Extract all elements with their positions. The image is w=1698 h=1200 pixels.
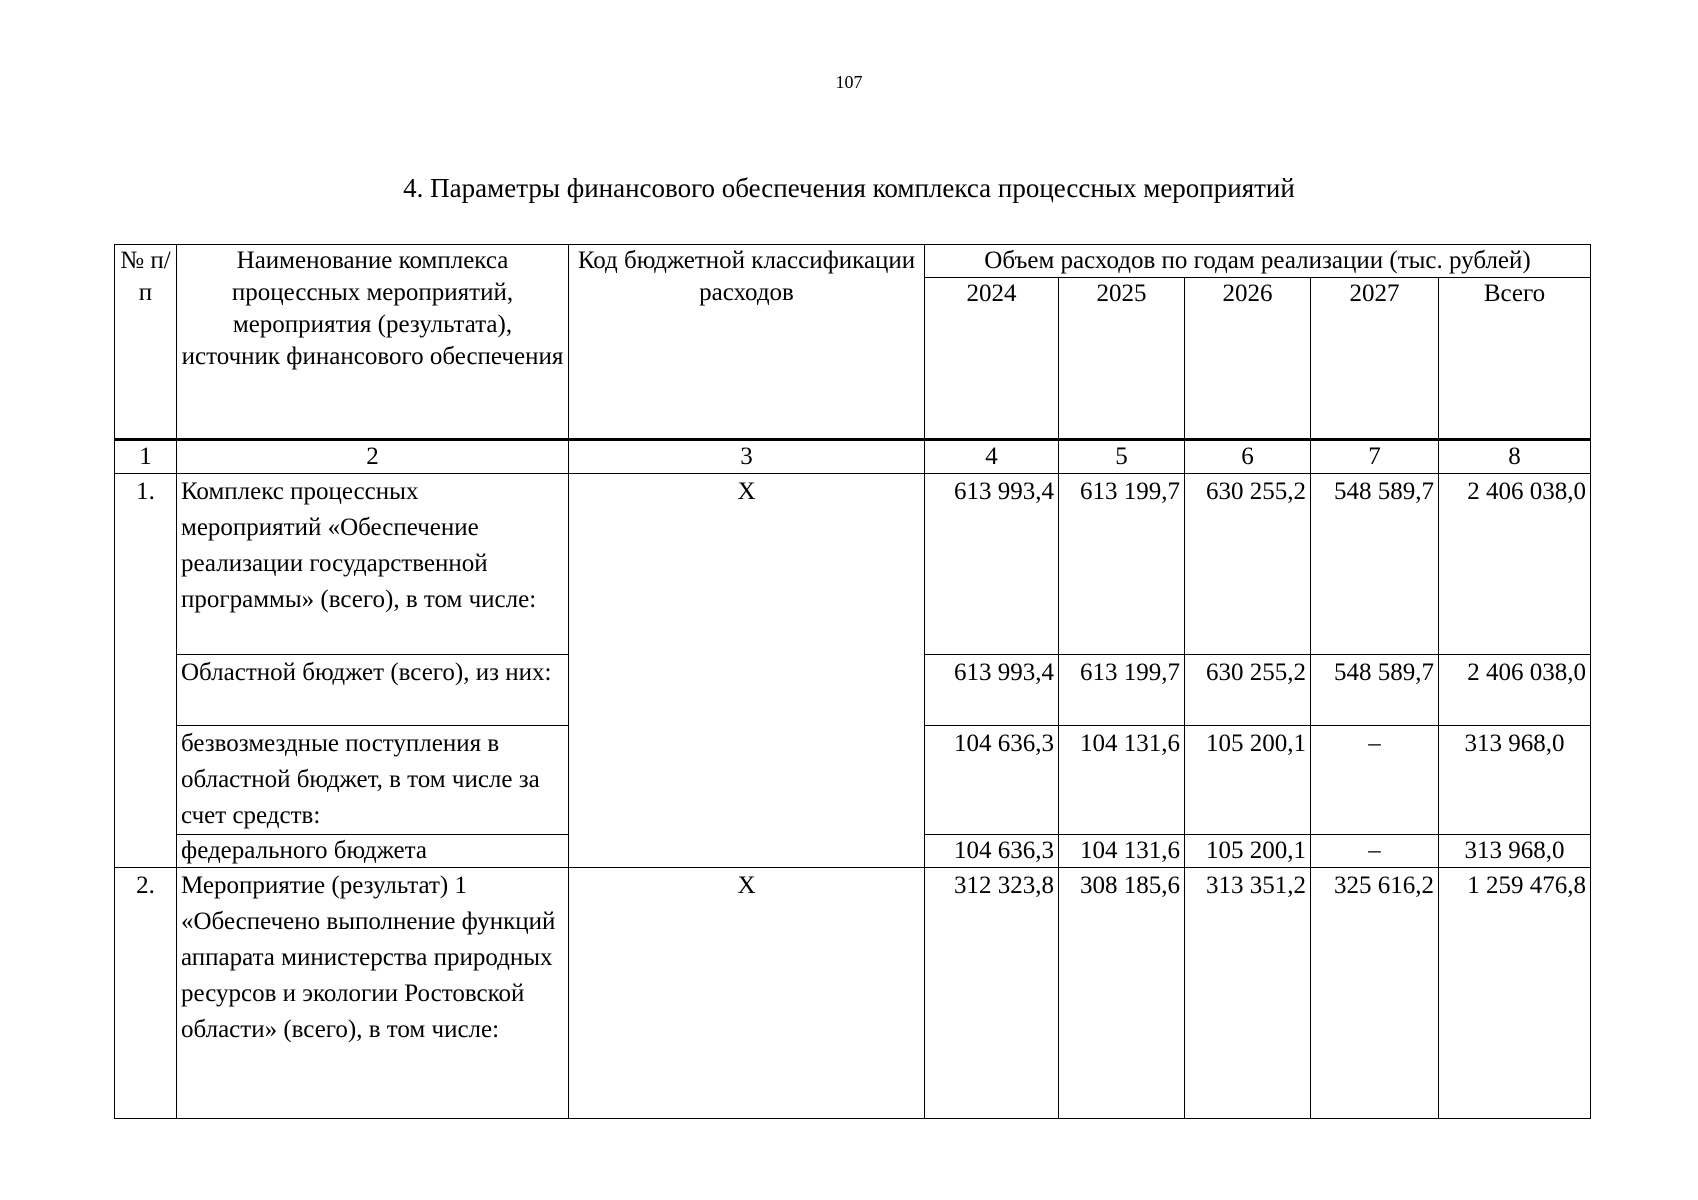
column-number: 3 [569, 440, 925, 474]
value-2025: 308 185,6 [1059, 868, 1185, 1119]
value-2024: 613 993,4 [925, 655, 1059, 726]
column-number: 2 [177, 440, 569, 474]
value-2026: 630 255,2 [1185, 655, 1311, 726]
value-total: 313 968,0 [1439, 726, 1591, 835]
value-2027: 325 616,2 [1311, 868, 1439, 1119]
value-2026: 105 200,1 [1185, 835, 1311, 868]
column-number: 6 [1185, 440, 1311, 474]
header-name: Наименование комплекса процессных мероприятий, мероприятия (результата), источник финансового обеспечения [177, 245, 569, 440]
value-2027: 548 589,7 [1311, 474, 1439, 655]
value-2027: – [1311, 835, 1439, 868]
header-code: Код бюджетной классификации расходов [569, 245, 925, 440]
value-2027: 548 589,7 [1311, 655, 1439, 726]
page-number: 107 [835, 72, 863, 92]
header-year-2024: 2024 [925, 278, 1059, 440]
column-number: 5 [1059, 440, 1185, 474]
value-2024: 104 636,3 [925, 835, 1059, 868]
header-volume: Объем расходов по годам реализации (тыс. рублей) [925, 245, 1591, 278]
table-row [115, 474, 1591, 655]
header-year-2026: 2026 [1185, 278, 1311, 440]
value-2024: 104 636,3 [925, 726, 1059, 835]
header-year-2025: 2025 [1059, 278, 1185, 440]
value-2025: 613 199,7 [1059, 655, 1185, 726]
budget-code: Х [569, 474, 925, 868]
row-name: Областной бюджет (всего), из них: [177, 655, 569, 726]
value-total: 2 406 038,0 [1439, 474, 1591, 655]
header-num: № п/п [115, 245, 177, 440]
value-2024: 613 993,4 [925, 474, 1059, 655]
value-2025: 104 131,6 [1059, 835, 1185, 868]
row-number: 1. [115, 474, 177, 868]
column-number: 7 [1311, 440, 1439, 474]
budget-code: Х [569, 868, 925, 1119]
value-2025: 613 199,7 [1059, 474, 1185, 655]
value-2026: 313 351,2 [1185, 868, 1311, 1119]
column-number: 4 [925, 440, 1059, 474]
value-total: 2 406 038,0 [1439, 655, 1591, 726]
value-2026: 105 200,1 [1185, 726, 1311, 835]
header-year-2027: 2027 [1311, 278, 1439, 440]
column-number: 8 [1439, 440, 1591, 474]
value-total: 1 259 476,8 [1439, 868, 1591, 1119]
value-2025: 104 131,6 [1059, 726, 1185, 835]
header-total: Всего [1439, 278, 1591, 440]
row-name: Комплекс процессных мероприятий «Обеспечение реализации государственной программы» (всего), в том числе: [177, 474, 569, 655]
table-row [115, 868, 1591, 1119]
section-title: 4. Параметры финансового обеспечения комплекса процессных мероприятий [403, 173, 1295, 203]
column-number-row [115, 440, 1591, 474]
column-number: 1 [115, 440, 177, 474]
row-name: Мероприятие (результат) 1 «Обеспечено выполнение функций аппарата министерства природных ресурсов и экологии Ростовской области» (всего), в том числе: [177, 868, 569, 1119]
row-name: безвозмездные поступления в областной бюджет, в том числе за счет средств: [177, 726, 569, 835]
financing-table [114, 244, 1591, 1119]
value-total: 313 968,0 [1439, 835, 1591, 868]
value-2027: – [1311, 726, 1439, 835]
row-number: 2. [115, 868, 177, 1119]
value-2024: 312 323,8 [925, 868, 1059, 1119]
row-name: федерального бюджета [177, 835, 569, 868]
value-2026: 630 255,2 [1185, 474, 1311, 655]
